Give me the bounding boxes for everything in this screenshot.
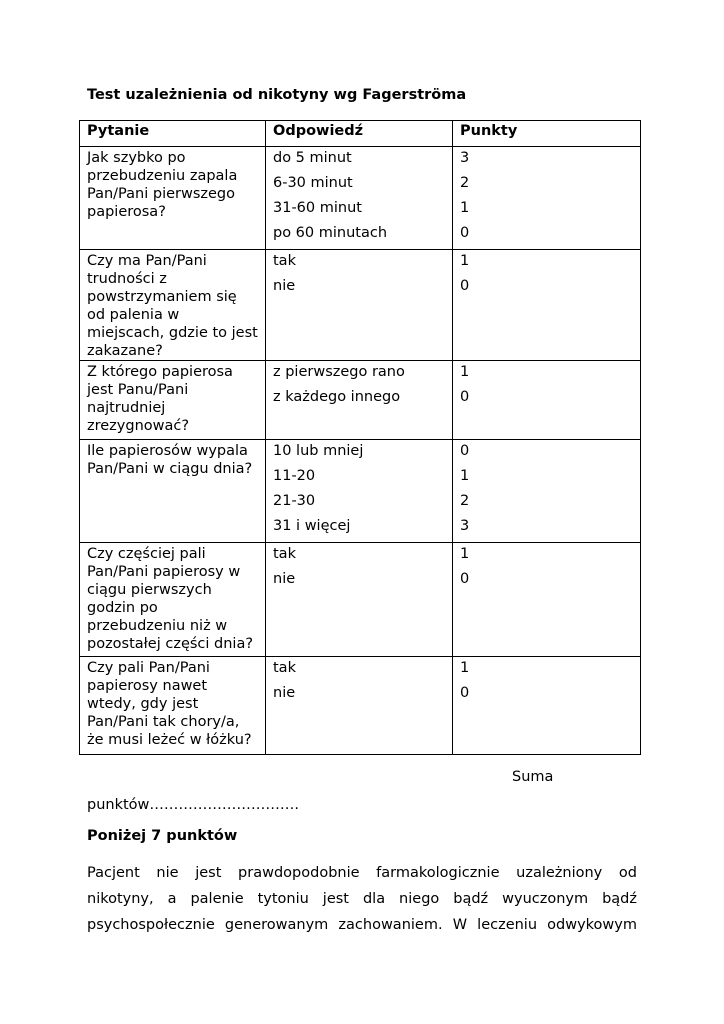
paragraph-line: nikotyny, a palenie tytoniu jest dla niego bądź wyuczonym bądź (87, 891, 637, 907)
sum-points-line: punktów…………………………. (87, 797, 300, 813)
paragraph-line: Pacjent nie jest prawdopodobnie farmakologicznie uzależniony od (87, 865, 637, 881)
answer-option: 10 lub mniej (273, 443, 364, 459)
points-value: 0 (460, 225, 470, 241)
question-text: Jak szybko po przebudzeniu zapala Pan/Pani pierwszego papierosa? (87, 150, 238, 220)
points-value: 2 (460, 493, 470, 509)
question-cell (80, 657, 266, 755)
points-cell (453, 147, 641, 250)
question-text: Z którego papierosa jest Panu/Pani najtrudniej zrezygnować? (87, 364, 233, 434)
points-value: 1 (460, 660, 470, 676)
answer-option: 31 i więcej (273, 518, 351, 534)
question-cell (80, 147, 266, 250)
answer-option: 6-30 minut (273, 175, 353, 191)
answer-cell (266, 250, 453, 361)
answer-cell (266, 657, 453, 755)
points-value: 0 (460, 278, 470, 294)
points-value: 0 (460, 443, 470, 459)
points-value: 3 (460, 150, 470, 166)
answer-option: z każdego innego (273, 389, 401, 405)
question-text: Czy pali Pan/Pani papierosy nawet wtedy, gdy jest Pan/Pani tak chory/a, że musi leżeć w łóżku? (87, 660, 252, 748)
answer-option: 21-30 (273, 493, 316, 509)
answer-cell (266, 361, 453, 440)
points-value: 0 (460, 389, 470, 405)
table-row (80, 657, 641, 755)
question-cell (80, 440, 266, 543)
table-header-row (80, 121, 641, 147)
points-value: 0 (460, 685, 470, 701)
question-text: Czy ma Pan/Pani trudności z powstrzymaniem się od palenia w miejscach, gdzie to jest zakazane? (87, 253, 258, 359)
question-cell (80, 250, 266, 361)
answer-option: po 60 minutach (273, 225, 388, 241)
section-paragraph (87, 860, 637, 938)
question-cell (80, 543, 266, 657)
answer-option: nie (273, 278, 296, 294)
header-points: Punkty (453, 121, 641, 147)
points-value: 2 (460, 175, 470, 191)
answer-option: nie (273, 685, 296, 701)
points-cell (453, 657, 641, 755)
header-answer: Odpowiedź (266, 121, 453, 147)
answer-cell (266, 147, 453, 250)
points-value: 1 (460, 200, 470, 216)
question-text: Czy częściej pali Pan/Pani papierosy w ciągu pierwszych godzin po przebudzeniu niż w pozostałej części dnia? (87, 546, 254, 652)
table-row (80, 543, 641, 657)
answer-option: nie (273, 571, 296, 587)
answer-cell (266, 440, 453, 543)
points-cell (453, 543, 641, 657)
points-cell (453, 440, 641, 543)
section-heading: Poniżej 7 punktów (87, 828, 238, 844)
header-question: Pytanie (80, 121, 266, 147)
answer-option: tak (273, 546, 296, 562)
points-value: 3 (460, 518, 470, 534)
answer-option: 11-20 (273, 468, 316, 484)
answer-option: z pierwszego rano (273, 364, 405, 380)
points-value: 1 (460, 468, 470, 484)
points-cell (453, 361, 641, 440)
question-cell (80, 361, 266, 440)
points-value: 1 (460, 546, 470, 562)
answer-option: tak (273, 253, 296, 269)
points-value: 1 (460, 364, 470, 380)
fagerstrom-table (79, 120, 641, 755)
document-title: Test uzależnienia od nikotyny wg Fagerströma (87, 87, 467, 103)
answer-cell (266, 543, 453, 657)
table-row (80, 250, 641, 361)
table-row (80, 147, 641, 250)
points-value: 1 (460, 253, 470, 269)
paragraph-line: psychospołecznie generowanym zachowaniem. W leczeniu odwykowym (87, 917, 637, 933)
points-cell (453, 250, 641, 361)
answer-option: 31-60 minut (273, 200, 362, 216)
answer-option: do 5 minut (273, 150, 352, 166)
sum-label: Suma (512, 769, 554, 785)
table-row (80, 440, 641, 543)
question-text: Ile papierosów wypala Pan/Pani w ciągu dnia? (87, 443, 253, 477)
table-row (80, 361, 641, 440)
points-value: 0 (460, 571, 470, 587)
answer-option: tak (273, 660, 296, 676)
